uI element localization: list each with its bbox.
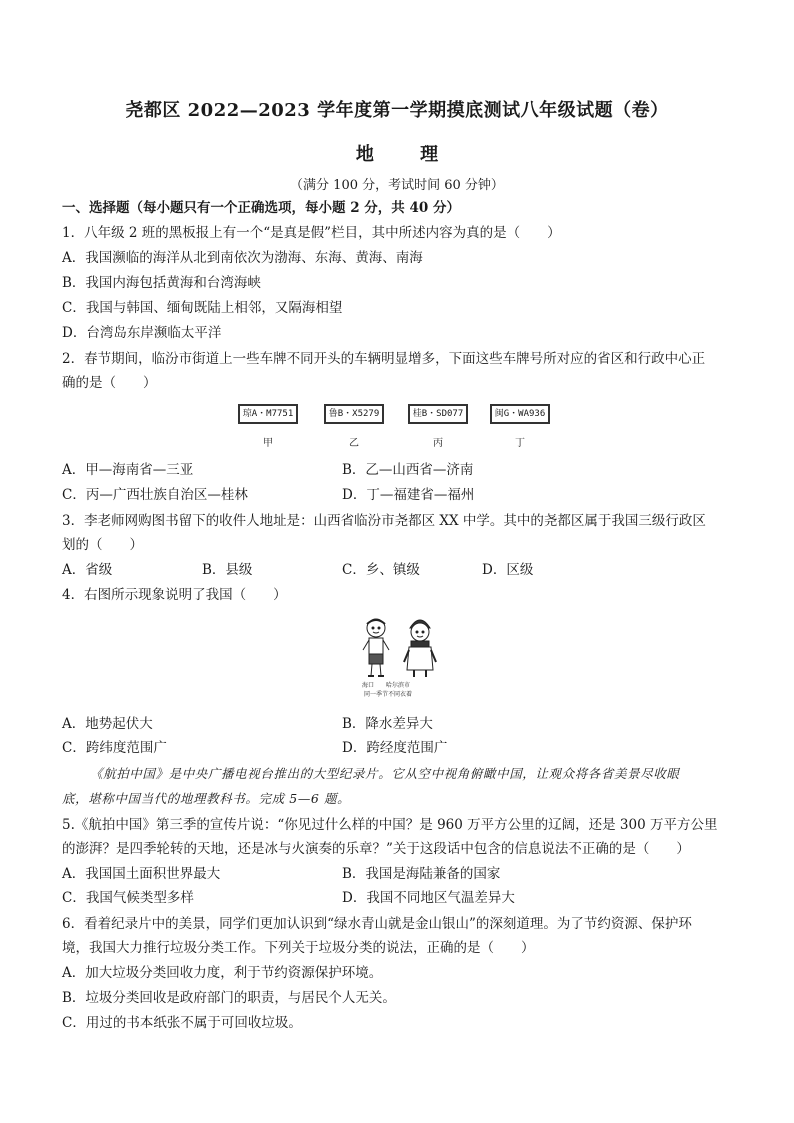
q2-stem-line2: 确的是（ ）	[62, 375, 157, 391]
plate-bing: 桂B・SD077	[408, 404, 468, 424]
q4-option-a: A．地势起伏大	[62, 716, 153, 732]
q5-option-d: D．我国不同地区气温差异大	[342, 890, 515, 906]
q5-stem-line1: 5.《航拍中国》第三季的宣传片说：“你见过什么样的中国？是 960 万平方公里的辽阔，还是 300 万平方公里	[62, 817, 718, 833]
boy-summer-icon	[363, 619, 389, 676]
q6-option-a: A．加大垃圾分类回收力度，利于节约资源保护环境。	[62, 965, 383, 981]
q1-option-c: C．我国与韩国、缅甸既陆上相邻，又隔海相望	[62, 300, 343, 316]
license-plates-figure	[238, 404, 558, 426]
q4-option-c: C．跨纬度范围广	[62, 740, 167, 756]
plate-jia: 琼A・M7751	[238, 404, 298, 424]
q2-options-row2	[62, 485, 734, 505]
q6-option-b: B．垃圾分类回收是政府部门的职责，与居民个人无关。	[62, 990, 396, 1006]
plate-label-jia: 甲	[263, 438, 273, 449]
q3-stem-line1: 3．李老师网购图书留下的收件人地址是：山西省临汾市尧都区 XX 中学。其中的尧都区属于我国三级行政区	[62, 513, 706, 529]
subject-title	[0, 140, 794, 166]
q2-option-b: B．乙—山西省—济南	[342, 462, 474, 478]
q3-option-d: D．区级	[482, 562, 534, 578]
q4-options-row1	[62, 714, 734, 734]
q1-option-a: A．我国濒临的海洋从北到南依次为渤海、东海、黄海、南海	[62, 250, 423, 266]
subject-char-1: 地	[355, 144, 374, 165]
q6-stem-line1: 6．看着纪录片中的美景，同学们更加认识到“绿水青山就是金山银山”的深刻道理。为了节约资源、保护环	[62, 916, 692, 932]
plate-label-bing: 丙	[433, 438, 443, 449]
figure-label-caption: 同一季节不同衣着	[364, 691, 413, 698]
q2-option-d: D．丁—福建省—福州	[342, 487, 475, 503]
q5-option-a: A．我国国土面积世界最大	[62, 866, 221, 882]
plate-yi: 鲁B・X5279	[324, 404, 384, 424]
q2-option-a: A．甲—海南省—三亚	[62, 462, 194, 478]
passage-line2: 底，堪称中国当代的地理教科书。完成 5—6 题。	[62, 791, 351, 806]
q2-option-c: C．丙—广西壮族自治区—桂林	[62, 487, 248, 503]
q3-option-a: A．省级	[62, 562, 113, 578]
q5-stem-line2: 的澎湃？是四季轮转的天地，还是冰与火演奏的乐章？”关于这段话中包含的信息说法不正确的是（ ）	[62, 841, 690, 857]
q4-options-row2	[62, 738, 734, 758]
plate-label-ding: 丁	[515, 438, 525, 449]
q6-stem-line2: 境，我国大力推行垃圾分类工作。下列关于垃圾分类的说法，正确的是（ ）	[62, 940, 535, 956]
q5-option-c: C．我国气候类型多样	[62, 890, 194, 906]
q4-option-b: B．降水差异大	[342, 716, 433, 732]
q2-stem-line1: 2．春节期间，临汾市街道上一些车牌不同开头的车辆明显增多，下面这些车牌号所对应的省区和行政中心正	[62, 351, 706, 367]
q4-stem: 4．右图所示现象说明了我国（ ）	[62, 587, 287, 603]
q5-options-row2	[62, 888, 734, 908]
q5-options-row1	[62, 864, 734, 884]
plate-label-yi: 乙	[349, 438, 359, 449]
q1-option-b: B．我国内海包括黄海和台湾海峡	[62, 275, 261, 291]
passage-line1: 《航拍中国》是中央广播电视台推出的大型纪录片。它从空中视角俯瞰中国，让观众将各省美景尽收眼	[90, 766, 680, 781]
figure-label-cities: 海口 哈尔滨市	[362, 682, 411, 689]
q3-option-c: C．乡、镇级	[342, 562, 420, 578]
q3-stem-line2: 划的（ ）	[62, 537, 143, 553]
q4-option-d: D．跨经度范围广	[342, 740, 448, 756]
q5-option-b: B．我国是海陆兼备的国家	[342, 866, 501, 882]
q1-option-d: D．台湾岛东岸濒临太平洋	[62, 325, 222, 341]
q3-option-b: B．县级	[202, 562, 253, 578]
clothing-comparison-figure	[352, 614, 448, 698]
plate-ding: 闽G・WA936	[490, 404, 550, 424]
section-heading: 一、选择题（每小题只有一个正确选项，每小题 2 分，共 40 分）	[62, 200, 460, 216]
subject-char-2: 理	[420, 144, 439, 165]
q2-options-row1	[62, 460, 734, 480]
exam-title: 尧都区 2022—2023 学年度第一学期摸底测试八年级试题（卷）	[125, 100, 669, 121]
girl-winter-icon	[404, 620, 436, 677]
q6-option-c: C．用过的书本纸张不属于可回收垃圾。	[62, 1015, 302, 1031]
exam-note: （满分 100 分，考试时间 60 分钟）	[290, 178, 504, 193]
q1-stem: 1．八年级 2 班的黑板报上有一个“是真是假”栏目，其中所述内容为真的是（ ）	[62, 225, 561, 241]
